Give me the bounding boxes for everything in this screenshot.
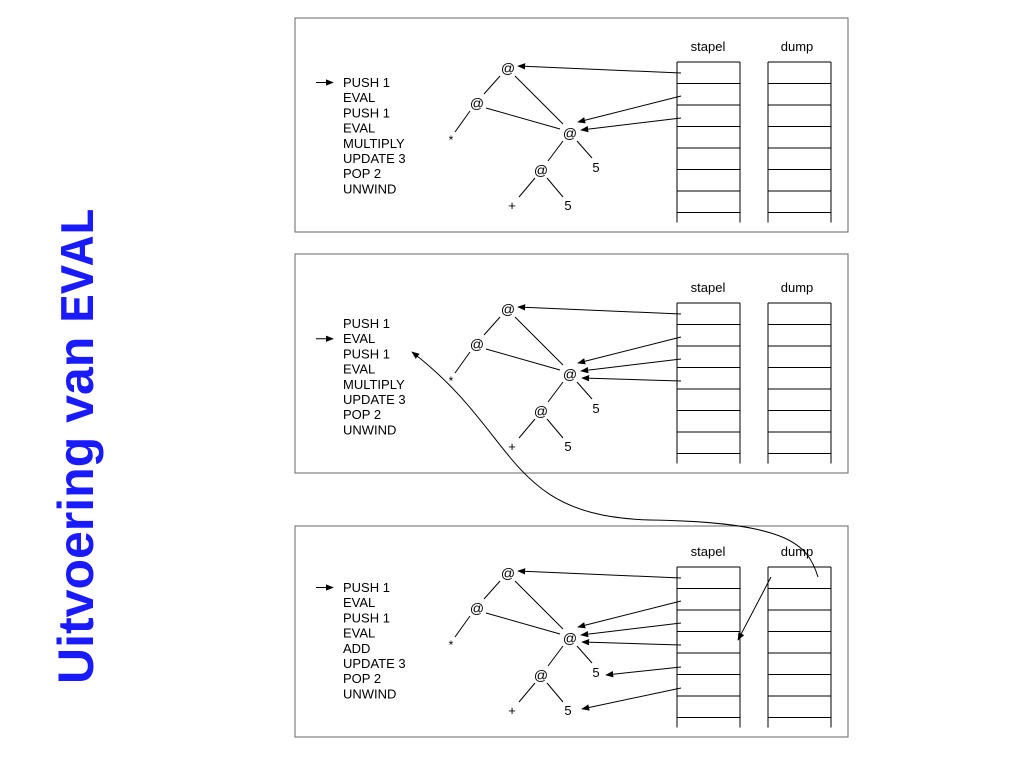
instruction-4: EVAL <box>343 361 376 377</box>
dump-label: dump <box>780 39 814 54</box>
edge <box>484 581 500 599</box>
instruction-2: EVAL <box>343 331 376 347</box>
app-node-lower: @ <box>533 162 549 178</box>
instruction-5: ADD <box>343 640 371 656</box>
stack-pointer <box>518 307 681 314</box>
multiply-leaf: * <box>448 638 454 652</box>
app-node-lower: @ <box>533 667 549 683</box>
instruction-6: UPDATE 3 <box>343 656 406 671</box>
edge <box>486 349 560 370</box>
app-node-top: @ <box>500 60 516 76</box>
stack-pointer <box>582 378 681 381</box>
five-leaf-b: 5 <box>564 439 572 454</box>
edge <box>455 352 470 373</box>
stack-pointer <box>518 571 681 578</box>
app-node-left: @ <box>469 600 485 616</box>
dump-pointer <box>738 577 771 640</box>
edge <box>577 141 592 158</box>
stack-label: stapel <box>690 39 726 54</box>
edge <box>547 683 563 702</box>
stack-label: stapel <box>690 280 726 295</box>
edge <box>577 382 592 399</box>
stack-pointer <box>582 688 681 709</box>
instruction-8: UNWIND <box>343 422 397 438</box>
instruction-4: EVAL <box>343 120 376 136</box>
panel-3 <box>295 526 848 737</box>
instruction-2: EVAL <box>343 90 376 106</box>
instruction-1: PUSH 1 <box>343 75 390 90</box>
five-leaf-a: 5 <box>592 665 600 680</box>
panel-2 <box>295 254 848 473</box>
app-node-middle: @ <box>562 125 578 141</box>
instruction-7: POP 2 <box>343 166 382 182</box>
stack-pointer <box>581 118 681 130</box>
instruction-7: POP 2 <box>343 407 382 423</box>
plus-leaf: + <box>508 439 516 454</box>
edge <box>486 108 560 129</box>
edge <box>548 141 563 161</box>
app-node-lower: @ <box>533 403 549 419</box>
stack-pointer <box>578 601 681 627</box>
edge <box>515 581 563 629</box>
instruction-8: UNWIND <box>343 686 397 702</box>
title-text: Uitvoering van <box>48 322 104 684</box>
edge <box>455 111 470 132</box>
instruction-1: PUSH 1 <box>343 316 390 331</box>
panel-1 <box>295 18 848 232</box>
instruction-7: POP 2 <box>343 671 382 687</box>
plus-leaf: + <box>508 703 516 718</box>
instruction-2: EVAL <box>343 595 376 611</box>
stack-pointer <box>581 359 681 371</box>
app-node-left: @ <box>469 336 485 352</box>
multiply-leaf: * <box>448 374 454 388</box>
five-leaf-a: 5 <box>592 401 600 416</box>
instruction-1: PUSH 1 <box>343 580 390 595</box>
dump-restore-curve <box>412 352 818 577</box>
instruction-8: UNWIND <box>343 181 397 197</box>
edge <box>515 76 563 124</box>
instruction-3: PUSH 1 <box>343 610 390 626</box>
edge <box>519 178 535 197</box>
stack-pointer <box>582 642 681 645</box>
edge <box>547 419 563 438</box>
title-eval: EVAL <box>54 207 108 323</box>
instruction-4: EVAL <box>343 625 376 641</box>
edge <box>484 76 500 94</box>
instruction-6: UPDATE 3 <box>343 151 406 166</box>
dump-label: dump <box>780 544 814 559</box>
app-node-top: @ <box>500 565 516 581</box>
stack-pointer <box>518 66 681 73</box>
five-leaf-b: 5 <box>564 703 572 718</box>
dump-label: dump <box>780 280 814 295</box>
instruction-5: MULTIPLY <box>343 376 405 392</box>
app-node-middle: @ <box>562 630 578 646</box>
edge <box>548 382 563 402</box>
instruction-3: PUSH 1 <box>343 105 390 121</box>
five-leaf-b: 5 <box>564 198 572 213</box>
edge <box>519 683 535 702</box>
instruction-5: MULTIPLY <box>343 135 405 151</box>
stack-pointer <box>606 667 681 675</box>
edge <box>455 616 470 637</box>
edge <box>519 419 535 438</box>
edge <box>548 646 563 666</box>
app-node-top: @ <box>500 301 516 317</box>
app-node-left: @ <box>469 95 485 111</box>
instruction-6: UPDATE 3 <box>343 392 406 407</box>
stack-pointer <box>578 96 681 122</box>
app-node-middle: @ <box>562 366 578 382</box>
edge <box>547 178 563 197</box>
stack-pointer <box>581 623 681 635</box>
edge <box>486 613 560 634</box>
five-leaf-a: 5 <box>592 160 600 175</box>
edge <box>484 317 500 335</box>
plus-leaf: + <box>508 198 516 213</box>
stack-label: stapel <box>690 544 726 559</box>
instruction-3: PUSH 1 <box>343 346 390 362</box>
edge <box>577 646 592 663</box>
multiply-leaf: * <box>448 133 454 147</box>
edge <box>515 317 563 365</box>
stack-pointer <box>578 337 681 363</box>
